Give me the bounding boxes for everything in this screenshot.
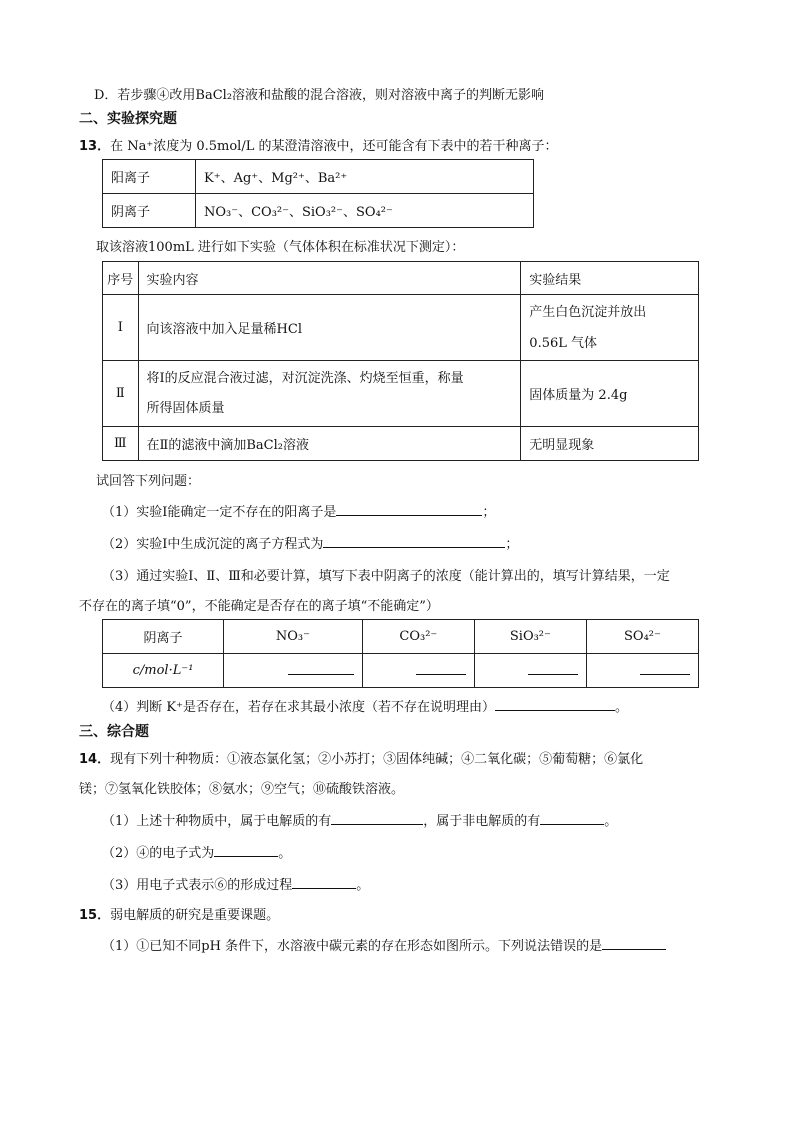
q13-part1 [102, 501, 495, 520]
conc-header: 阴离子 [103, 620, 224, 654]
experiment-result: 无明显现象 [521, 427, 699, 461]
ion-label: 阳离子 [103, 160, 196, 194]
experiment-id: Ⅱ [103, 361, 139, 427]
answer-blank[interactable] [288, 662, 354, 675]
experiment-id: Ⅲ [103, 427, 139, 461]
conc-row-label: c/mol·L⁻¹ [103, 654, 224, 688]
q13-part2-text: （2）实验Ⅰ中生成沉淀的离子方程式为 [102, 537, 324, 552]
conc-header: NO₃⁻ [224, 620, 363, 654]
conc-header: CO₃²⁻ [362, 620, 474, 654]
experiment-result-line: 0.56L 气体 [529, 335, 598, 351]
answer-blank[interactable] [323, 535, 505, 548]
concentration-table [102, 619, 699, 688]
experiment-row [103, 295, 699, 361]
q14-number: 14． [79, 752, 111, 767]
punct: 。 [278, 846, 292, 861]
q13-part4-text: （4）判断 K⁺是否存在，若存在求其最小浓度（若不存在说明理由） [102, 700, 495, 715]
answer-blank[interactable] [495, 698, 615, 711]
q13-part3-line2: 不存在的离子填“0”，不能确定是否存在的离子填“不能确定”） [79, 599, 439, 614]
experiment-result-line: 产生白色沉淀并放出 [529, 304, 647, 320]
punct: 。 [614, 700, 628, 715]
q14-part1-text2: ，属于非电解质的有 [423, 814, 541, 829]
q13-part4 [102, 696, 628, 715]
q14-part3 [102, 874, 369, 893]
ion-table [102, 159, 534, 228]
experiment-content [138, 361, 521, 427]
experiment-result [521, 295, 699, 361]
answer-blank[interactable] [528, 662, 578, 675]
conc-header: SO₄²⁻ [586, 620, 698, 654]
header-content: 实验内容 [138, 262, 521, 295]
experiment-content-line: 将Ⅰ的反应混合液过滤，对沉淀洗涤、灼烧至恒重，称量 [146, 370, 464, 386]
q15-part1-text: （1）①已知不同pH 条件下，水溶液中碳元素的存在形态如图所示。下列说法错误的是 [102, 939, 603, 954]
experiment-row [103, 361, 699, 427]
answer-blank[interactable] [336, 503, 482, 516]
q15-stem [79, 904, 279, 923]
punct: ； [482, 505, 496, 520]
answer-blank[interactable] [602, 937, 666, 950]
q14-part2-text: （2）④的电子式为 [102, 846, 215, 861]
q13-ask: 试回答下列问题： [96, 474, 201, 489]
conc-value-row [103, 654, 699, 688]
ion-label: 阴离子 [103, 194, 196, 228]
experiment-row [103, 427, 699, 461]
q13-intro: 取该溶液100mL 进行如下实验（气体体积在标准状况下测定）： [96, 240, 465, 255]
q15-stem-text: 弱电解质的研究是重要课题。 [110, 908, 280, 923]
experiment-id: Ⅰ [103, 295, 139, 361]
conc-cell[interactable] [474, 654, 586, 688]
conc-cell[interactable] [586, 654, 698, 688]
q13-stem [79, 135, 557, 154]
answer-blank[interactable] [540, 812, 604, 825]
q14-part1-text: （1）上述十种物质中，属于电解质的有 [102, 814, 332, 829]
ion-list: K⁺、Ag⁺、Mg²⁺、Ba²⁺ [196, 160, 534, 194]
q13-part3-line1: （3）通过实验Ⅰ、Ⅱ、Ⅲ和必要计算，填写下表中阴离子的浓度（能计算出的，填写计算结果，一定 [102, 569, 670, 584]
q14-line1 [79, 748, 643, 767]
q14-part1 [102, 810, 617, 829]
q14-stem-text: 现有下列十种物质：①液态氯化氢；②小苏打；③固体纯碱；④二氧化碳；⑤葡萄糖；⑥氯化 [110, 752, 644, 767]
answer-blank[interactable] [331, 812, 423, 825]
header-result: 实验结果 [521, 262, 699, 295]
answer-blank[interactable] [292, 876, 356, 889]
q13-number: 13． [79, 139, 111, 154]
experiment-header-row [103, 262, 699, 295]
conc-cell[interactable] [362, 654, 474, 688]
q14-part2 [102, 842, 291, 861]
q13-part2 [102, 533, 518, 552]
punct: 。 [604, 814, 618, 829]
header-seq: 序号 [103, 262, 139, 295]
conc-cell[interactable] [224, 654, 363, 688]
punct: ； [505, 537, 519, 552]
answer-blank[interactable] [416, 662, 466, 675]
q14-line2: 镁；⑦氢氧化铁胶体；⑧氨水；⑨空气；⑩硫酸铁溶液。 [79, 782, 405, 797]
q15-part1 [102, 935, 666, 954]
conc-header-row [103, 620, 699, 654]
conc-header: SiO₃²⁻ [474, 620, 586, 654]
answer-blank[interactable] [214, 844, 278, 857]
q13-part1-text: （1）实验Ⅰ能确定一定不存在的阳离子是 [102, 505, 337, 520]
ion-row-cation [103, 160, 534, 194]
q13-stem-text: 在 Na⁺浓度为 0.5mol/L 的某澄清溶液中，还可能含有下表中的若干种离子： [110, 139, 558, 154]
ion-row-anion [103, 194, 534, 228]
ion-list: NO₃⁻、CO₃²⁻、SiO₃²⁻、SO₄²⁻ [196, 194, 534, 228]
experiment-content-line: 所得固体质量 [146, 400, 225, 416]
option-d-text: D．若步骤④改用BaCl₂溶液和盐酸的混合溶液，则对溶液中离子的判断无影响 [94, 88, 545, 103]
experiment-result: 固体质量为 2.4g [521, 361, 699, 427]
section-heading-experiment: 二、实验探究题 [79, 111, 177, 127]
section-heading-comprehensive: 三、综合题 [79, 724, 149, 740]
experiment-content: 向该溶液中加入足量稀HCl [138, 295, 521, 361]
q14-part3-text: （3）用电子式表示⑥的形成过程 [102, 878, 293, 893]
answer-blank[interactable] [640, 662, 690, 675]
experiment-content: 在Ⅱ的滤液中滴加BaCl₂溶液 [138, 427, 521, 461]
q15-number: 15． [79, 908, 111, 923]
punct: 。 [356, 878, 370, 893]
experiment-table [102, 261, 699, 461]
